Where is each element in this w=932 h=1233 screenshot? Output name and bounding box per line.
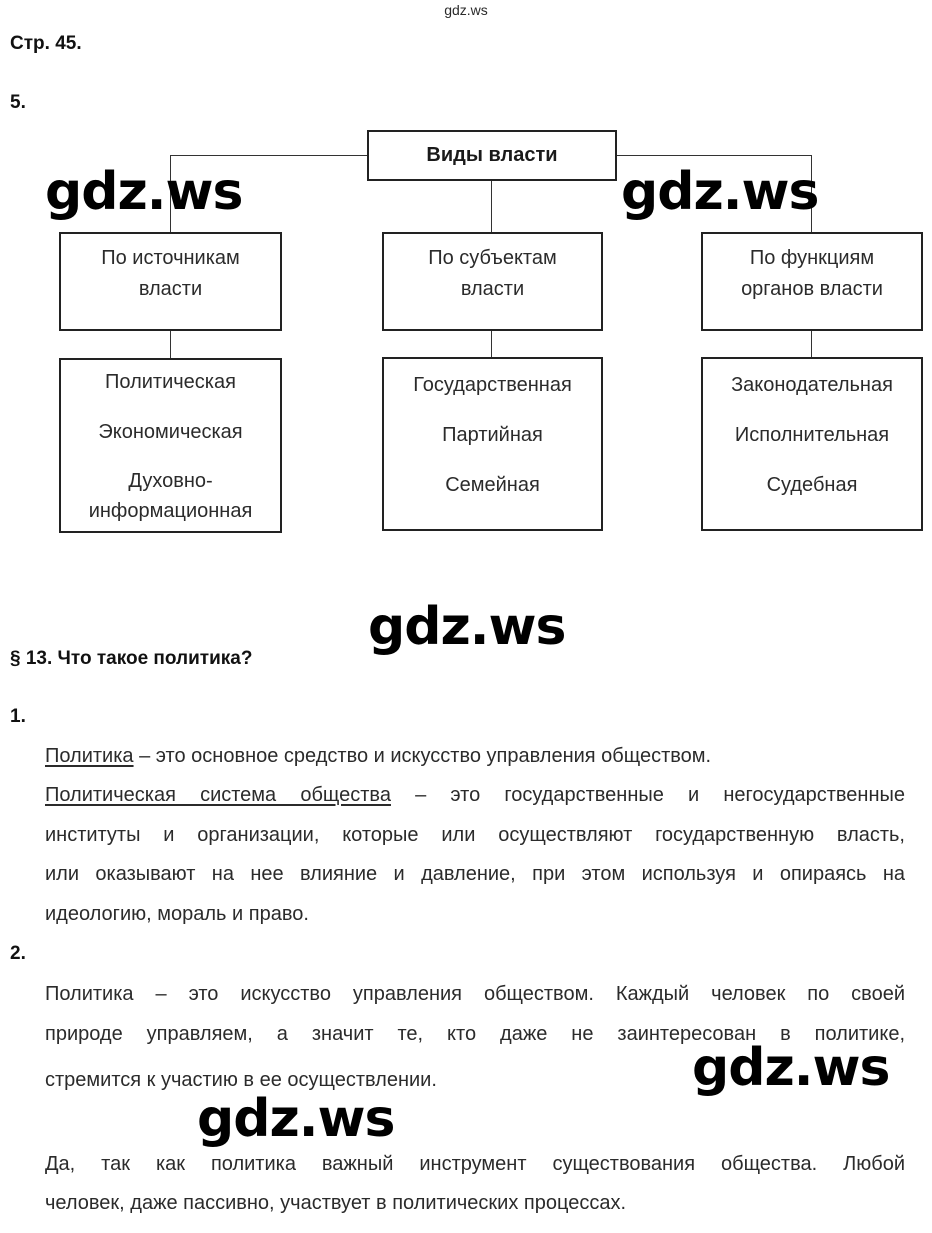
term-politics: Политика (45, 745, 134, 767)
term-political-system: Политическая система общества (45, 784, 391, 806)
watermark: gdz.ws (621, 162, 819, 222)
items-box-functions (701, 357, 923, 531)
section-title: § 13. Что такое политика? (10, 648, 253, 669)
watermark: gdz.ws (368, 597, 566, 657)
text-line: природе управляем, а значит те, кто даже не заинтересован в политике, (45, 1023, 905, 1045)
task1-definition-politics (45, 737, 905, 777)
category-title-line2: власти (138, 278, 203, 300)
text-line: идеологию, мораль и право. (45, 902, 309, 925)
category-title-line2: органов власти (741, 278, 883, 300)
task2-number: 2. (10, 943, 26, 964)
list-item: Партийная (442, 424, 543, 446)
connector-root-right (616, 155, 812, 156)
category-box-sources (59, 232, 282, 331)
text-line: институты и организации, которые или осуществляют государственную власть, (45, 823, 905, 846)
task1-number: 1. (10, 706, 26, 727)
connector-mid-down (491, 180, 492, 233)
top-watermark: gdz.ws (444, 2, 488, 18)
task2-paragraph2 (45, 1145, 905, 1223)
page-label: Стр. 45. (10, 33, 82, 54)
diagram-root-label: Виды власти (426, 144, 558, 166)
category-title-line1: По источникам (101, 247, 240, 269)
connector-col1 (170, 330, 171, 359)
list-item: Законодательная (731, 374, 893, 396)
definition-text: – это основное средство и искусство управления обществом. (133, 745, 712, 767)
task1-definition-system (45, 776, 905, 934)
text-line (45, 776, 905, 816)
text-line: Да, так как политика важный инструмент существования общества. Любой (45, 1153, 905, 1175)
category-title-line1: По функциям (749, 247, 875, 269)
list-item: Семейная (445, 474, 540, 496)
watermark: gdz.ws (197, 1089, 395, 1149)
watermark: gdz.ws (692, 1038, 890, 1098)
category-title-line1: По субъектам (428, 247, 557, 269)
items-box-subjects (382, 357, 603, 531)
list-item: Политическая (105, 371, 236, 393)
diagram-root-box (367, 130, 617, 181)
items-box-sources (59, 358, 282, 533)
list-item: информационная (88, 500, 253, 522)
connector-col3 (811, 330, 812, 358)
watermark: gdz.ws (45, 162, 243, 222)
list-item: Исполнительная (734, 424, 890, 446)
text-line: Политика – это искусство управления обществом. Каждый человек по своей (45, 983, 905, 1005)
category-box-functions (701, 232, 923, 331)
list-item: Духовно- (128, 470, 213, 492)
category-title-line2: власти (460, 278, 525, 300)
list-item: Экономическая (98, 421, 243, 443)
category-box-subjects (382, 232, 603, 331)
definition-text: – это государственные и негосударственные (390, 784, 906, 806)
connector-root-left (170, 155, 368, 156)
list-item: Судебная (766, 474, 858, 496)
text-line: стремится к участию в ее осуществлении. (45, 1069, 437, 1091)
task5-number: 5. (10, 92, 26, 113)
text-line: человек, даже пассивно, участвует в политических процессах. (45, 1192, 627, 1214)
text-line: или оказывают на нее влияние и давление, при этом используя и опираясь на (45, 863, 905, 885)
connector-col2 (491, 330, 492, 358)
list-item: Государственная (413, 374, 572, 396)
